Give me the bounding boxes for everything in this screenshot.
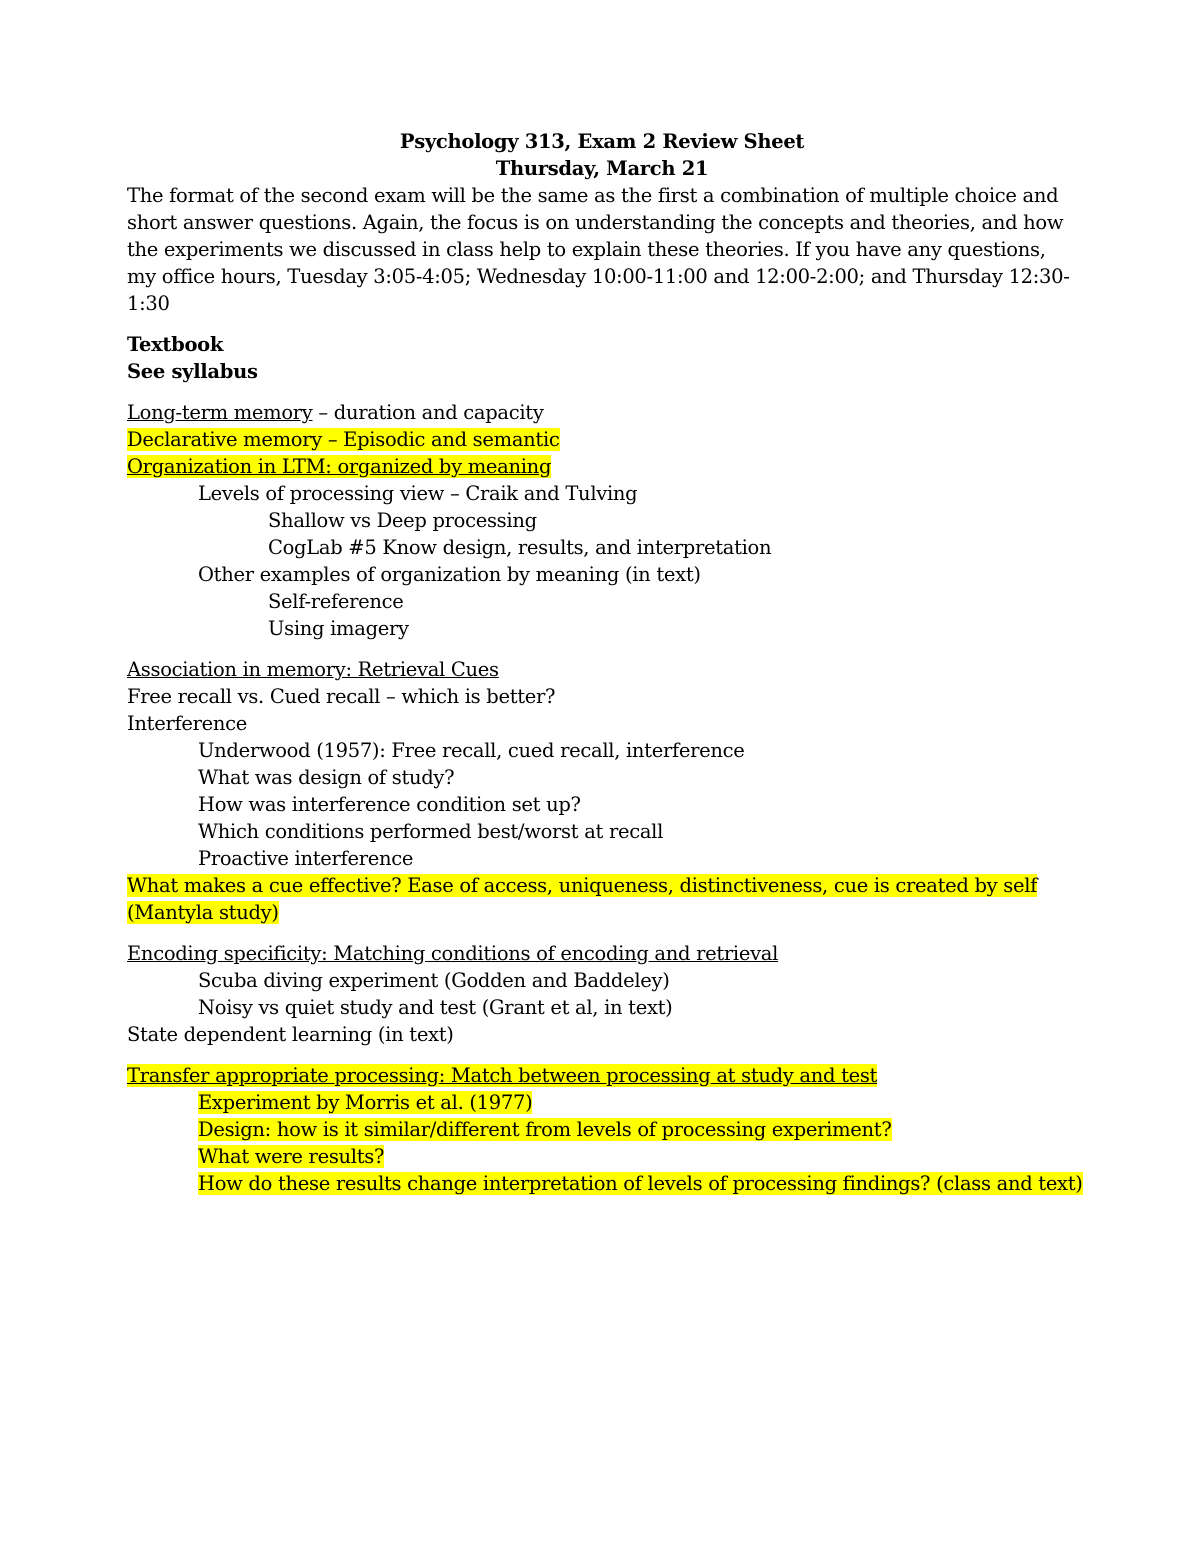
declarative-memory-item: Declarative memory – Episodic and semantic <box>127 428 560 451</box>
design-question: What was design of study? <box>198 766 455 789</box>
interpretation-question: How do these results change interpretation of levels of processing findings? (class and text) <box>198 1172 1083 1195</box>
document-title: Psychology 313, Exam 2 Review Sheet <box>399 130 805 153</box>
spacer <box>127 926 1077 940</box>
interpretation-line <box>127 1170 1083 1197</box>
document-body <box>127 128 1083 1197</box>
cue-effective-item: What makes a cue effective? Ease of access, uniqueness, distinctiveness, cue is created by self <box>127 874 1038 897</box>
proactive-item: Proactive interference <box>198 847 414 870</box>
organization-line <box>127 453 1077 480</box>
results-line <box>127 1143 1077 1170</box>
state-dependent-item: State dependent learning (in text) <box>127 1023 454 1046</box>
spacer <box>127 642 1077 656</box>
declarative-line <box>127 426 1077 453</box>
document-date: Thursday, March 21 <box>495 157 709 180</box>
mantyla-item: (Mantyla study) <box>127 901 279 924</box>
association-heading: Association in memory: Retrieval Cues <box>127 658 499 681</box>
transfer-line <box>127 1062 1077 1089</box>
spacer <box>127 385 1077 399</box>
association-line <box>127 656 1077 683</box>
levels-item: Levels of processing view – Craik and Tulving <box>198 482 638 505</box>
encoding-heading: Encoding specificity: Matching conditions of encoding and retrieval <box>127 942 779 965</box>
morris-item: Experiment by Morris et al. (1977) <box>198 1091 533 1114</box>
design-similar-line <box>127 1116 1077 1143</box>
transfer-heading: Transfer appropriate processing: Match between processing at study and test <box>127 1064 878 1087</box>
free-vs-cued-item: Free recall vs. Cued recall – which is better? <box>127 685 556 708</box>
organization-heading: Organization in LTM: organized by meaning <box>127 455 552 478</box>
textbook-heading: Textbook <box>127 333 224 356</box>
condition-question: How was interference condition set up? <box>198 793 581 816</box>
intro-paragraph: The format of the second exam will be the same as the first a combination of multiple choice and short answer questions. Again, the focus is on understanding the concepts and theories, and how the experiments we discussed in class help to explain these theories. If you have any questions, my office hours, Tuesday 3:05-4:05; Wednesday 10:00-11:00 and 12:00-2:00; and Thursday 12:30-1:30 <box>127 184 1070 315</box>
underwood-item: Underwood (1957): Free recall, cued recall, interference <box>198 739 745 762</box>
cue-effective-line <box>127 872 1077 899</box>
imagery-item: Using imagery <box>268 617 409 640</box>
morris-line <box>127 1089 1077 1116</box>
coglab-item: CogLab #5 Know design, results, and interpretation <box>268 536 772 559</box>
mantyla-line <box>127 899 1077 926</box>
interference-item: Interference <box>127 712 247 735</box>
scuba-item: Scuba diving experiment (Godden and Baddeley) <box>198 969 670 992</box>
self-reference-item: Self-reference <box>268 590 404 613</box>
ltm-heading: Long-term memory <box>127 401 313 424</box>
ltm-line <box>127 399 1077 426</box>
best-worst-question: Which conditions performed best/worst at recall <box>198 820 664 843</box>
shallow-deep-item: Shallow vs Deep processing <box>268 509 537 532</box>
spacer <box>127 1048 1077 1062</box>
ltm-description: – duration and capacity <box>312 401 544 424</box>
design-similar-question: Design: how is it similar/different from levels of processing experiment? <box>198 1118 892 1141</box>
other-examples-item: Other examples of organization by meaning (in text) <box>198 563 701 586</box>
results-question: What were results? <box>198 1145 385 1168</box>
noisy-quiet-item: Noisy vs quiet study and test (Grant et al, in text) <box>198 996 673 1019</box>
encoding-line <box>127 940 1077 967</box>
syllabus-heading: See syllabus <box>127 360 258 383</box>
